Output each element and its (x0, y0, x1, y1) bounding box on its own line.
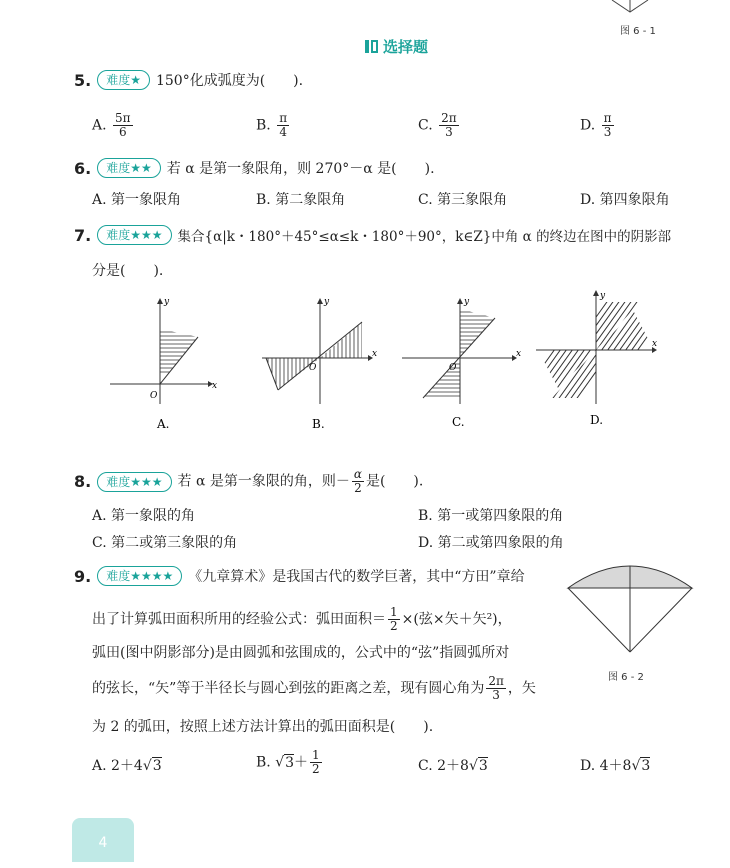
option-d[interactable]: D. $\frac{\pi}{3}$ (580, 111, 612, 139)
question-5 (74, 70, 303, 90)
option-c[interactable]: C. 2＋8√3 (418, 758, 488, 774)
option-d[interactable]: D. 4＋8√3 (580, 758, 651, 774)
question-number: 9. (74, 566, 92, 586)
svg-text:y: y (324, 297, 330, 307)
section-title (365, 36, 428, 57)
question-stem-line2: 分是( ). (92, 263, 164, 279)
question-stem: 若 α 是第一象限的角，则－ $\frac{\alpha}{2}$ 是( ). (177, 467, 424, 495)
option-a[interactable]: A. 第一象限的角 (92, 508, 196, 524)
figure-6-1-label: 图 6 - 1 (620, 26, 656, 37)
figure-6-1-fragment (610, 0, 650, 14)
question-stem-line5: 为 2 的弧田，按照上述方法计算出的弧田面积是( ). (92, 719, 434, 735)
svg-text:x: x (652, 339, 658, 349)
option-d[interactable]: D. 第二或第四象限的角 (418, 535, 564, 551)
option-b[interactable]: B. $\frac{\pi}{4}$ (256, 111, 288, 139)
difficulty-badge: 难度★★★ (97, 472, 171, 492)
option-c[interactable]: C. $\frac{2\pi}{3}$ (418, 111, 457, 139)
figure-6-2 (560, 560, 700, 660)
section-title-text: 选择题 (383, 38, 429, 56)
option-c[interactable]: C. 第二或第三象限的角 (92, 535, 238, 551)
page-number: 4 (72, 818, 134, 862)
svg-text:y: y (164, 297, 170, 307)
question-number: 5. (74, 70, 92, 90)
difficulty-badge: 难度★★★★ (97, 566, 182, 586)
svg-text:O: O (150, 391, 158, 401)
question-stem-line3: 弧田(图中阴影部分)是由圆弧和弦围成的，公式中的“弦”指圆弧所对 (92, 645, 510, 661)
figure-d (520, 290, 672, 427)
difficulty-badge: 难度★★ (97, 158, 161, 178)
difficulty-badge: 难度★ (97, 70, 150, 90)
question-stem-line1: 《九章算术》是我国古代的数学巨著，其中“方田”章给 (188, 569, 525, 585)
question-stem: 150°化成弧度为( ). (155, 73, 304, 89)
question-9 (74, 566, 525, 586)
book-icon (365, 39, 379, 54)
question-stem: 若 α 是第一象限角，则 270°－α 是( ). (166, 161, 435, 177)
svg-text:y: y (464, 297, 470, 307)
figure-6-2-label: 图 6 - 2 (608, 672, 644, 683)
figure-c (402, 297, 521, 429)
question-stem: 集合{α|k・180°＋45°≤α≤k・180°＋90°，k∈Z}中角 α 的终边在图中的阴影部 (177, 229, 672, 245)
option-a[interactable]: A. 2＋4√3 (92, 758, 162, 774)
svg-text:B.: B. (312, 417, 325, 431)
svg-text:x: x (212, 381, 218, 391)
question-number: 8. (74, 472, 92, 491)
figure-b (262, 297, 377, 431)
question-number: 7. (74, 225, 92, 245)
svg-text:x: x (372, 349, 378, 359)
question-8 (74, 468, 423, 495)
svg-text:D.: D. (590, 413, 604, 427)
option-b[interactable]: B. 第二象限角 (256, 192, 346, 208)
svg-text:C.: C. (452, 415, 465, 429)
option-c[interactable]: C. 第三象限角 (418, 192, 508, 208)
question-stem-line2: 出了计算弧田面积所用的经验公式：弧田面积＝ $\frac{1}{2}$ ×(弦×矢＋矢²)， (92, 605, 512, 633)
svg-text:A.: A. (157, 417, 170, 431)
question-stem-line4: 的弦长，“矢”等于半径长与圆心到弦的距离之差，现有圆心角为 $\frac{2\pi}{3}$ ，矢 (92, 674, 536, 702)
svg-text:O: O (309, 363, 317, 373)
difficulty-badge: 难度★★★ (97, 225, 171, 245)
svg-text:y: y (600, 291, 606, 301)
option-b[interactable]: B. 第一或第四象限的角 (418, 508, 564, 524)
figure-a (110, 297, 217, 431)
option-d[interactable]: D. 第四象限角 (580, 192, 670, 208)
question-number: 6. (74, 158, 92, 178)
option-b[interactable]: B. √3＋ $\frac{1}{2}$ (256, 748, 320, 776)
option-a[interactable]: A. 第一象限角 (92, 192, 182, 208)
question-6 (74, 158, 435, 178)
svg-text:O: O (449, 363, 457, 373)
question-7 (74, 225, 671, 245)
option-a[interactable]: A. $\frac{5\pi}{6}$ (92, 111, 131, 139)
q7-figures (100, 291, 660, 431)
svg-text:x: x (516, 349, 522, 359)
